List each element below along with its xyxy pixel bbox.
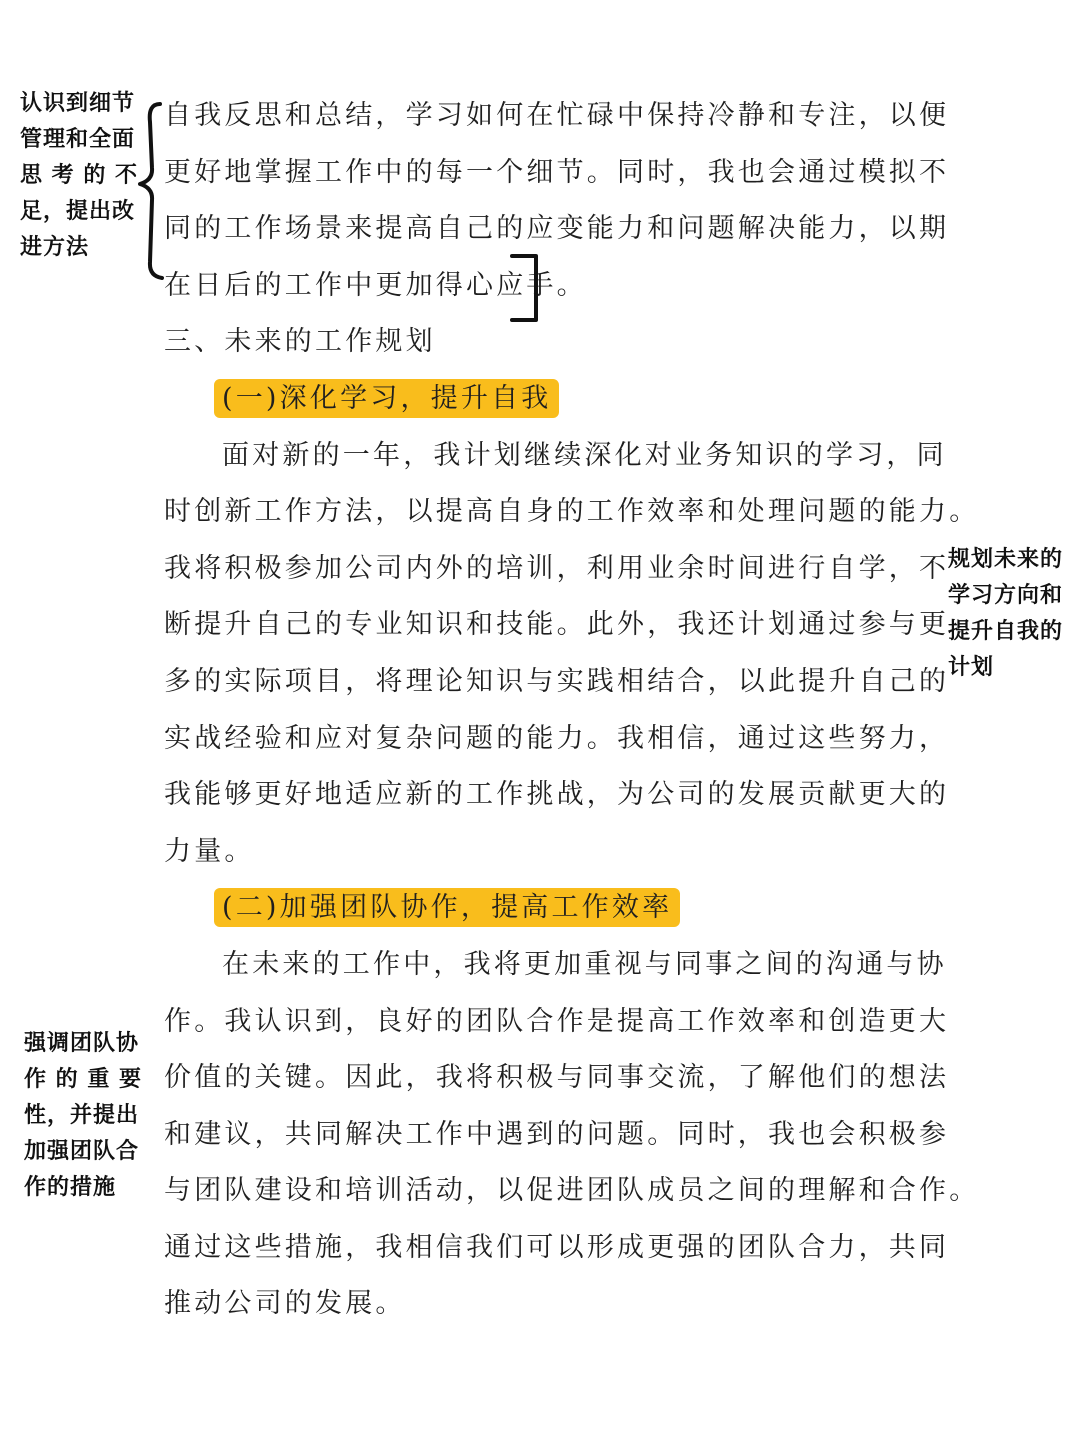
margin-note-bottom-left bbox=[24, 1026, 149, 1206]
note-line: 思 考 的 不 bbox=[20, 163, 138, 188]
body-line: 通过这些措施，我相信我们可以形成更强的团队合力，共同 bbox=[164, 1231, 950, 1263]
note-line: 计划 bbox=[948, 655, 995, 680]
body-line: 同的工作场景来提高自己的应变能力和问题解决能力，以期 bbox=[164, 213, 950, 245]
body-line: 时创新工作方法，以提高自身的工作效率和处理问题的能力。 bbox=[164, 496, 980, 528]
note-line: 加强团队合 bbox=[24, 1139, 140, 1164]
subsection-heading-1-row bbox=[164, 371, 924, 428]
body-line: 我将积极参加公司内外的培训，利用业余时间进行自学，不 bbox=[164, 552, 950, 584]
body-line: 实战经验和应对复杂问题的能力。我相信，通过这些努力， bbox=[164, 722, 950, 754]
note-line: 进方法 bbox=[20, 235, 90, 260]
note-line: 管理和全面 bbox=[20, 127, 136, 152]
body-line: 自我反思和总结，学习如何在忙碌中保持冷静和专注，以便 bbox=[164, 100, 950, 131]
body-line: 和建议，共同解决工作中遇到的问题。同时，我也会积极参 bbox=[164, 1118, 950, 1150]
body-line: 推动公司的发展。 bbox=[164, 1288, 406, 1320]
margin-note-right bbox=[948, 542, 1073, 686]
body-line: 价值的关键。因此，我将积极与同事交流，了解他们的想法 bbox=[164, 1062, 950, 1094]
body-line: 断提升自己的专业知识和技能。此外，我还计划通过参与更 bbox=[164, 609, 950, 641]
subsection-heading-2: (二)加强团队协作，提高工作效率 bbox=[214, 888, 680, 927]
note-line: 作的措施 bbox=[24, 1175, 117, 1200]
body-line: 更好地掌握工作中的每一个细节。同时，我也会通过模拟不 bbox=[164, 156, 950, 188]
note-line: 性，并提出 bbox=[24, 1103, 140, 1128]
note-line: 认识到细节 bbox=[20, 91, 136, 116]
subsection-heading-1: (一)深化学习，提升自我 bbox=[214, 379, 559, 418]
margin-note-top-left bbox=[20, 86, 145, 266]
subsection-heading-2-row bbox=[164, 880, 924, 937]
main-text-column bbox=[164, 88, 980, 1333]
body-line: 我能够更好地适应新的工作挑战，为公司的发展贡献更大的 bbox=[164, 779, 950, 811]
body-line: 面对新的一年，我计划继续深化对业务知识的学习，同 bbox=[222, 439, 947, 471]
note-line: 学习方向和 bbox=[948, 583, 1064, 608]
body-line: 与团队建设和培训活动，以促进团队成员之间的理解和合作。 bbox=[164, 1175, 980, 1207]
note-line: 提升自我的 bbox=[948, 619, 1064, 644]
note-line: 规划未来的 bbox=[948, 547, 1064, 572]
body-line: 作。我认识到，良好的团队合作是提高工作效率和创造更大 bbox=[164, 1005, 950, 1037]
note-line: 强调团队协 bbox=[24, 1031, 140, 1056]
note-line: 作 的 重 要 bbox=[24, 1067, 142, 1092]
body-line: 多的实际项目，将理论知识与实践相结合，以此提升自己的 bbox=[164, 665, 950, 697]
body-line: 在未来的工作中，我将更加重视与同事之间的沟通与协 bbox=[222, 948, 947, 980]
body-line: 在日后的工作中更加得心应手。 bbox=[164, 269, 587, 301]
body-line: 力量。 bbox=[164, 835, 255, 867]
section-title: 三、未来的工作规划 bbox=[164, 326, 436, 358]
note-line: 足，提出改 bbox=[20, 199, 136, 224]
